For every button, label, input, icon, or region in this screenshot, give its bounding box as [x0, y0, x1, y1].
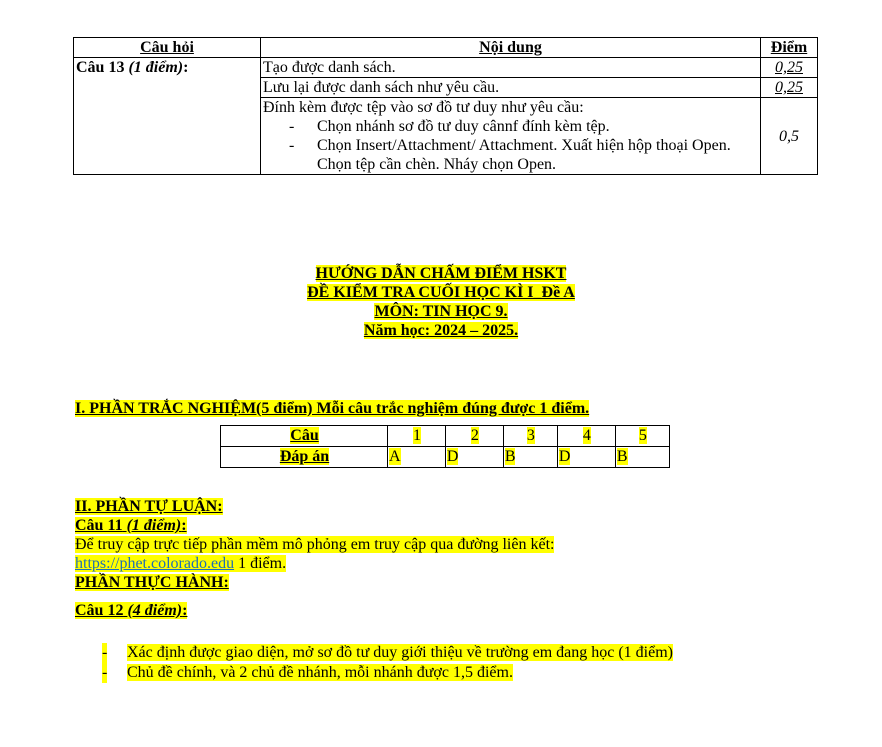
q11-colon: : — [181, 517, 187, 534]
q12-label: Câu 12 — [75, 602, 124, 619]
document-heading — [0, 264, 882, 340]
answer-number: 5 — [615, 426, 669, 447]
q11-points: (1 điểm) — [126, 517, 182, 534]
row1-score: 0,25 — [761, 58, 818, 78]
answer-number: 3 — [503, 426, 557, 447]
q11-text: Để truy cập trực tiếp phần mềm mô phỏng em truy cập qua đường liên kết: — [75, 536, 555, 553]
heading-line-4: Năm học: 2024 – 2025. — [363, 322, 519, 339]
heading-line-1: HƯỚNG DẪN CHẤM ĐIỂM HSKT — [315, 265, 567, 282]
q12-bullet-list — [75, 643, 673, 683]
answer-row-label-q: Câu — [221, 426, 388, 447]
answer-value: B — [503, 447, 557, 468]
answer-number: 1 — [388, 426, 446, 447]
answer-number: 4 — [557, 426, 615, 447]
header-score: Điểm — [761, 38, 818, 58]
row3-content — [261, 98, 761, 175]
answer-value: B — [615, 447, 669, 468]
answer-number: 2 — [445, 426, 503, 447]
row3-bullet-list — [263, 117, 758, 174]
q12-colon: : — [182, 602, 188, 619]
question-cell — [74, 58, 261, 175]
row1-content: Tạo được danh sách. — [261, 58, 761, 78]
row2-content: Lưu lại được danh sách như yêu cầu. — [261, 78, 761, 98]
answer-value: D — [557, 447, 615, 468]
answer-value: A — [388, 447, 446, 468]
heading-line-2: ĐỀ KIỂM TRA CUỐI HỌC KÌ I_Đề A — [307, 284, 575, 301]
practice-title: PHẦN THỰC HÀNH: — [75, 574, 229, 591]
answer-value: D — [445, 447, 503, 468]
answer-table — [220, 425, 670, 468]
section-2 — [75, 497, 554, 620]
row2-score: 0,25 — [761, 78, 818, 98]
list-item: - Chọn Insert/Attachment/ Attachment. Xuất hiện hộp thoại Open. Chọn tệp cần chèn. Nháy chọn Open. — [289, 137, 731, 173]
question-points: (1 điểm) — [128, 59, 184, 76]
question-label: Câu 13 — [76, 59, 125, 76]
answer-row-label-a: Đáp án — [221, 447, 388, 468]
link-points: 1 điểm. — [234, 555, 287, 572]
section-1-title: I. PHẦN TRẮC NGHIỆM(5 điểm) Mỗi câu trắc nghiệm đúng được 1 điểm. — [75, 400, 590, 417]
q12-points: (4 điểm) — [127, 602, 183, 619]
list-item: - Chủ đề chính, và 2 chủ đề nhánh, mỗi nhánh được 1,5 điểm. — [102, 664, 513, 681]
phet-link[interactable]: https://phet.colorado.edu — [75, 555, 235, 572]
list-item: - Xác định được giao diện, mở sơ đồ tư duy giới thiệu về trường em đang học (1 điểm) — [102, 644, 673, 661]
grading-table-q13 — [73, 37, 818, 175]
question-colon: : — [183, 59, 189, 76]
row3-intro: Đính kèm được tệp vào sơ đồ tư duy như yêu cầu: — [263, 99, 584, 116]
row3-score: 0,5 — [761, 98, 818, 175]
q11-label: Câu 11 — [75, 517, 123, 534]
heading-line-3: MÔN: TIN HỌC 9. — [374, 303, 508, 320]
header-question: Câu hỏi — [74, 38, 261, 58]
header-content: Nội dung — [261, 38, 761, 58]
section-2-title: II. PHẦN TỰ LUẬN: — [75, 498, 223, 515]
list-item: - Chọn nhánh sơ đồ tư duy cânnf đính kèm tệp. — [289, 118, 610, 135]
